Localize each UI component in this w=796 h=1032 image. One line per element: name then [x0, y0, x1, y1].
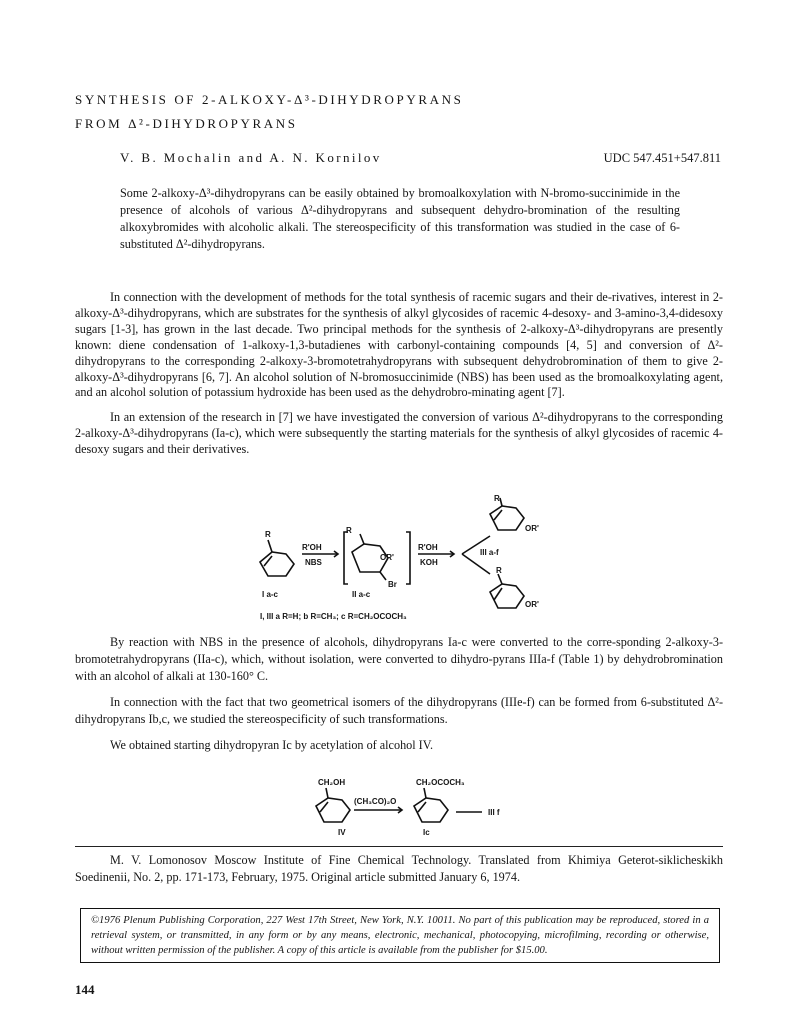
- scheme-legend: I, III a R=H; b R=CH₃; c R=CH₂OCOCH₃: [260, 612, 407, 621]
- abstract: Some 2-alkoxy-Δ³-dihydropyrans can be easily obtained by bromoalkoxylation with N-bromo-succinimide in the presence of alcohols of various Δ²-dihydropyrans and subsequent dehydro-bromination of the resulting alkoxybromides with alcoholic alkali. The stereospecificity of this transformation was studied in the case of 6-substituted Δ²-dihydropyrans.: [120, 186, 680, 251]
- substituent-ch2ococh3: CH₂OCOCH₃: [416, 778, 465, 787]
- bracket-right: [406, 532, 410, 584]
- footnote-rule: [75, 846, 723, 847]
- compound-label-III: III a-f: [480, 548, 499, 557]
- compound-label-Ic: Ic: [423, 828, 430, 837]
- paragraph-1: In connection with the development of methods for the total synthesis of racemic sugars and their de-rivatives, interest in 2-alkoxy-Δ³-dihydropyrans, which are substrates for the synthesis of alkyl glycosides of racemic 4-desoxy- and 3-amino-3,4-didesoxy sugars [1-3], has grown in the last decade. Two principal methods for the synthesis of 2-alkoxy-Δ³-dihydropyrans are presently known: diene condensation of 1-alkoxy-1,3-butadienes with carbonyl-containing compounds [4, 5] and conversion of Δ²-dihydropyrans to the corresponding 2-alkoxy-3-bromotetrahydropyrans with subsequent dehydrobromination of them to give 2-alkoxy-Δ³-dihydropyrans [6, 7]. An alcohol solution of N-bromosuccinimide (NBS) has been used as the bromoalkoxylating agent, and an alcohol solution of potassium hydroxide has been used as the dehydrobro-minating agent [7].: [75, 290, 723, 400]
- reagent-2-top: R'OH: [418, 543, 438, 552]
- page-number: 144: [75, 982, 95, 997]
- compound-label-II: II a-c: [352, 590, 371, 599]
- affiliation-footnote: M. V. Lomonosov Moscow Institute of Fine Chemical Technology. Translated from Khimiya Geterot-siklicheskikh Soedinenii, No. 2, pp. 171-173, February, 1975. Original article submitted January 6, 1974.: [75, 853, 723, 884]
- compound-label-IV: IV: [338, 828, 346, 837]
- or-label-III-bottom: OR': [525, 600, 539, 609]
- compound-label-I: I a-c: [262, 590, 279, 599]
- title-line-2: FROM Δ²-DIHYDROPYRANS: [75, 116, 298, 131]
- ring-III-bottom: [490, 584, 524, 608]
- reagent-1-bottom: NBS: [305, 558, 322, 567]
- substituent-R-I: R: [265, 530, 271, 539]
- copyright-box: ©1976 Plenum Publishing Corporation, 227 West 17th Street, New York, N.Y. 10011. No part of this publication may be reproduced, stored in a retrieval system, or transmitted, in any form or by any means, electronic, mechanical, photocopying, microfilming, recording or otherwise, without written permission of the publisher. A copy of this article is available from the publisher for $15.00.: [80, 908, 720, 963]
- body-text-block: [75, 290, 723, 458]
- reagent-1-top: R'OH: [302, 543, 322, 552]
- paragraph-5: We obtained starting dihydropyran Ic by acetylation of alcohol IV.: [110, 738, 434, 752]
- product-label: III f: [488, 808, 500, 817]
- affiliation-footnote-block: [75, 852, 723, 886]
- bracket-left: [344, 532, 348, 584]
- paragraph-4: In connection with the fact that two geometrical isomers of the dihydropyrans (IIIe-f) can be formed from 6-substituted Δ²-dihydropyrans Ib,c, we studied the stereospecificity of such transformations.: [75, 695, 723, 726]
- paragraph-2: In an extension of the research in [7] we have investigated the conversion of various Δ²-dihydropyrans to the corresponding 2-alkoxy-Δ³-dihydropyrans (Ia-c), which were subsequently the starting materials for the synthesis of alkyl glycosides of racemic 4-desoxy sugars and their derivatives.: [75, 410, 723, 457]
- substituent-R-III-bottom: R: [496, 566, 502, 575]
- authors: V. B. Mochalin and A. N. Kornilov: [120, 150, 382, 165]
- substituent-R-III-top: R: [494, 494, 500, 503]
- or-label-III-top: OR': [525, 524, 539, 533]
- substituent-ch2oh: CH₂OH: [318, 778, 346, 787]
- title-line-1: SYNTHESIS OF 2-ALKOXY-Δ³-DIHYDROPYRANS: [75, 92, 464, 107]
- reagent-acetic-anhydride: (CH₃CO)₂O: [354, 797, 397, 806]
- udc-code: UDC 547.451+547.811: [603, 151, 721, 165]
- or-label-II: OR': [380, 553, 394, 562]
- paragraph-3: By reaction with NBS in the presence of alcohols, dihydropyrans Ia-c were converted to the corre-sponding 2-alkoxy-3-bromotetrahydropyrans (IIa-c), which, without isolation, were converted to dihydro-pyrans IIIa-f (Table 1) by dehydrobromination with an alcohol of alkali at 130-160° C.: [75, 635, 723, 683]
- body-text-block-2: [75, 634, 723, 754]
- reagent-2-bottom: KOH: [420, 558, 438, 567]
- substituent-R-II: R: [346, 526, 352, 535]
- br-label: Br: [388, 580, 397, 589]
